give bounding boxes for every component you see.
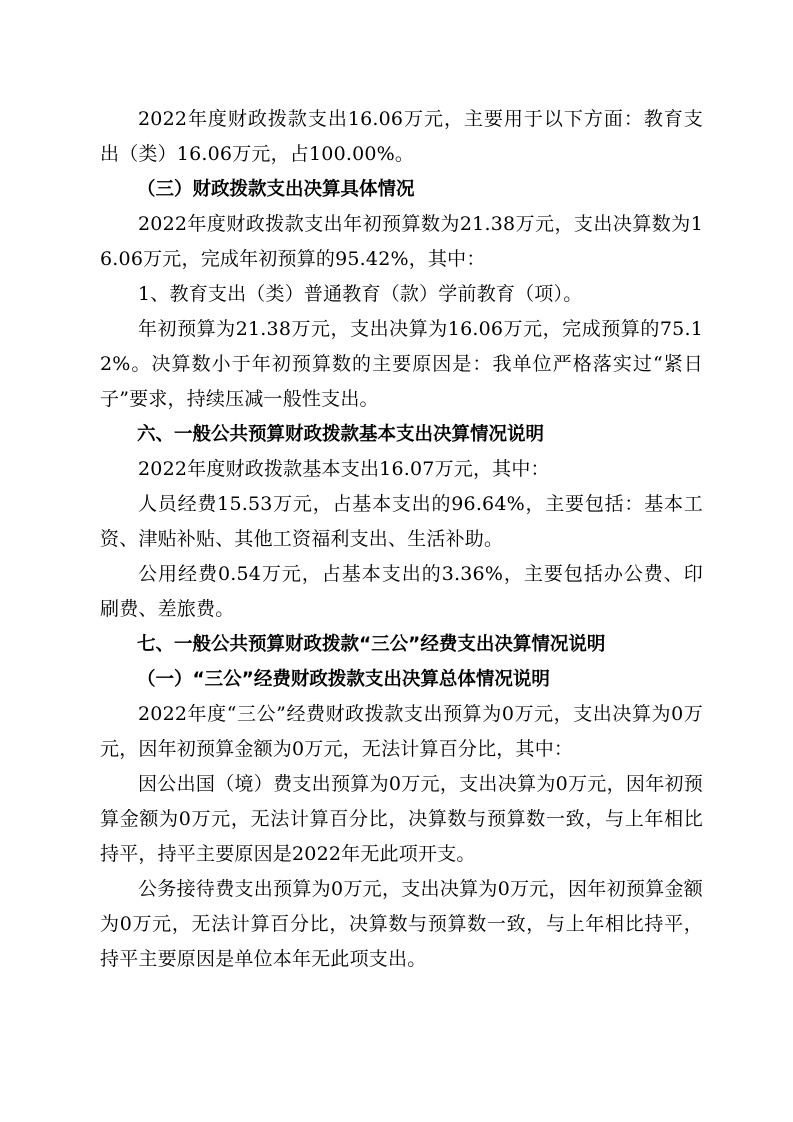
document-body bbox=[100, 102, 703, 977]
paragraph: 2022年度财政拨款基本支出16.07万元，其中： bbox=[138, 458, 550, 480]
paragraph: 2022年度财政拨款支出年初预算数为21.38万元，支出决算数为16.06万元，完成年初预算的95.42%，其中： bbox=[100, 213, 703, 270]
paragraph: 1、教育支出（类）普通教育（款）学前教育（项）。 bbox=[138, 283, 583, 305]
subsection-heading: （一）“三公”经费财政拨款支出决算总体情况说明 bbox=[137, 669, 550, 690]
paragraph: 公用经费0.54万元，占基本支出的3.36%，主要包括办公费、印刷费、差旅费。 bbox=[100, 563, 703, 620]
paragraph: 2022年度财政拨款支出16.06万元，主要用于以下方面：教育支出（类）16.06万元，占100.00%。 bbox=[100, 108, 703, 165]
paragraph: 公务接待费支出预算为0万元，支出决算为0万元，因年初预算金额为0万元，无法计算百分比，决算数与预算数一致，与上年相比持平，持平主要原因是单位本年无此项支出。 bbox=[100, 878, 703, 970]
paragraph: 2022年度“三公”经费财政拨款支出预算为0万元，支出决算为0万元，因年初预算金额为0万元，无法计算百分比，其中： bbox=[100, 703, 703, 760]
section-heading: 七、一般公共预算财政拨款“三公”经费支出决算情况说明 bbox=[137, 634, 606, 655]
paragraph: 因公出国（境）费支出预算为0万元，支出决算为0万元，因年初预算金额为0万元，无法计算百分比，决算数与预算数一致，与上年相比持平，持平主要原因是2022年无此项开支。 bbox=[100, 773, 703, 865]
paragraph: 年初预算为21.38万元，支出决算为16.06万元，完成预算的75.12%。决算数小于年初预算数的主要原因是：我单位严格落实过“紧日子”要求，持续压减一般性支出。 bbox=[100, 318, 703, 410]
section-heading: 六、一般公共预算财政拨款基本支出决算情况说明 bbox=[137, 424, 545, 445]
section-heading: （三）财政拨款支出决算具体情况 bbox=[137, 179, 415, 200]
paragraph: 人员经费15.53万元，占基本支出的96.64%，主要包括：基本工资、津贴补贴、其他工资福利支出、生活补助。 bbox=[100, 493, 703, 550]
